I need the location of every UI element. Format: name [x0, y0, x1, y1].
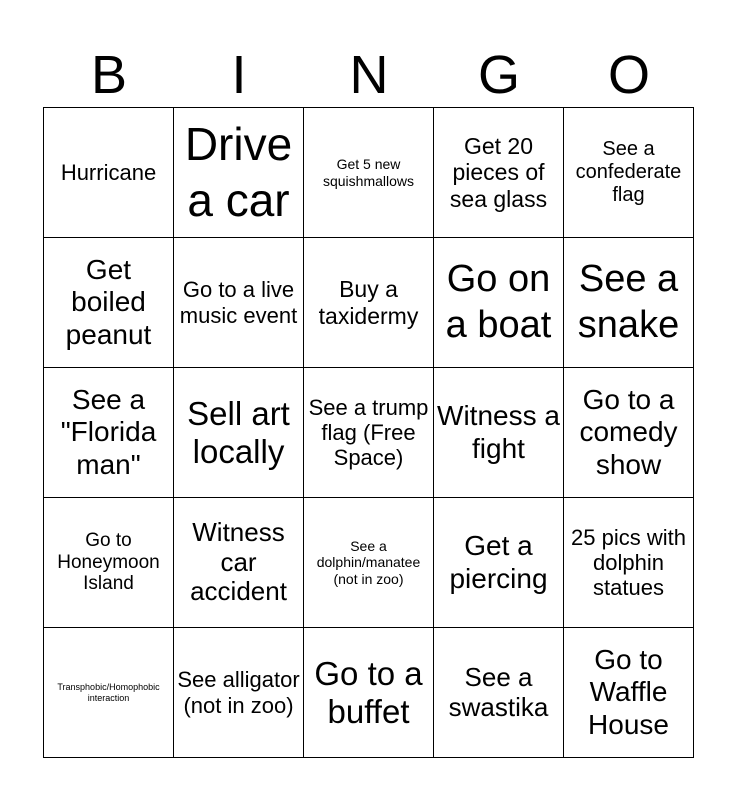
cell-text: Witness a fight [437, 400, 560, 464]
bingo-cell[interactable] [564, 628, 694, 758]
header-letter-b: B [90, 45, 128, 105]
header-letter-i: I [231, 45, 247, 105]
bingo-cell[interactable] [434, 628, 564, 758]
bingo-cell[interactable] [174, 238, 304, 368]
cell-text: Sell art locally [187, 394, 290, 470]
header-letter-n: N [349, 45, 389, 105]
cell-text: Transphobic/Homophobic interaction [57, 682, 160, 703]
cell-text: Go to a buffet [314, 654, 423, 730]
bingo-cell[interactable] [304, 238, 434, 368]
cell-text: Go to Waffle House [588, 644, 669, 740]
cell-text: 25 pics with dolphin statues [571, 524, 686, 601]
bingo-cell[interactable] [564, 238, 694, 368]
cell-text: Go to Honeymoon Island [57, 529, 160, 595]
bingo-cell[interactable] [44, 498, 174, 628]
cell-text: Witness car accident [190, 516, 287, 607]
bingo-cell[interactable] [44, 108, 174, 238]
cell-text: Get 20 pieces of sea glass [449, 132, 548, 212]
bingo-cell[interactable] [304, 108, 434, 238]
cell-text: Go on a boat [445, 257, 552, 346]
cell-text: Go to a comedy show [579, 384, 678, 480]
cell-text: See a snake [577, 257, 680, 346]
bingo-cell[interactable] [434, 108, 564, 238]
bingo-header [44, 45, 694, 105]
bingo-cell[interactable] [304, 498, 434, 628]
bingo-cell[interactable] [44, 628, 174, 758]
bingo-cell[interactable] [304, 628, 434, 758]
bingo-cell[interactable] [564, 108, 694, 238]
bingo-cell[interactable] [44, 238, 174, 368]
header-letter-g: G [477, 45, 520, 105]
cell-text: See a confederate flag [575, 138, 682, 206]
cell-text: Get a piercing [449, 530, 548, 594]
bingo-board [43, 107, 694, 758]
bingo-cell[interactable] [434, 368, 564, 498]
cell-text: See a "Florida man" [60, 384, 157, 480]
cell-text: Buy a taxidermy [318, 276, 419, 329]
header-letter-o: O [607, 45, 650, 105]
bingo-cell[interactable] [564, 368, 694, 498]
bingo-cell[interactable] [44, 368, 174, 498]
bingo-cell[interactable] [434, 498, 564, 628]
bingo-cell[interactable] [174, 108, 304, 238]
cell-text: Go to a live music event [179, 277, 298, 328]
cell-text: Hurricane [60, 159, 157, 185]
bingo-cell[interactable] [304, 368, 434, 498]
cell-text: See a swastika [448, 661, 549, 722]
cell-text: See a trump flag (Free Space) [308, 394, 429, 471]
bingo-cell[interactable] [174, 368, 304, 498]
cell-text: Get boiled peanut [65, 254, 152, 350]
cell-text: See a dolphin/manatee (not in zoo) [316, 538, 421, 587]
bingo-cell[interactable] [174, 628, 304, 758]
bingo-cell[interactable] [174, 498, 304, 628]
bingo-cell[interactable] [434, 238, 564, 368]
bingo-cell[interactable] [564, 498, 694, 628]
cell-text: See alligator (not in zoo) [177, 667, 300, 718]
cell-text: Drive a car [184, 118, 293, 226]
cell-text: Get 5 new squishmallows [322, 156, 415, 189]
